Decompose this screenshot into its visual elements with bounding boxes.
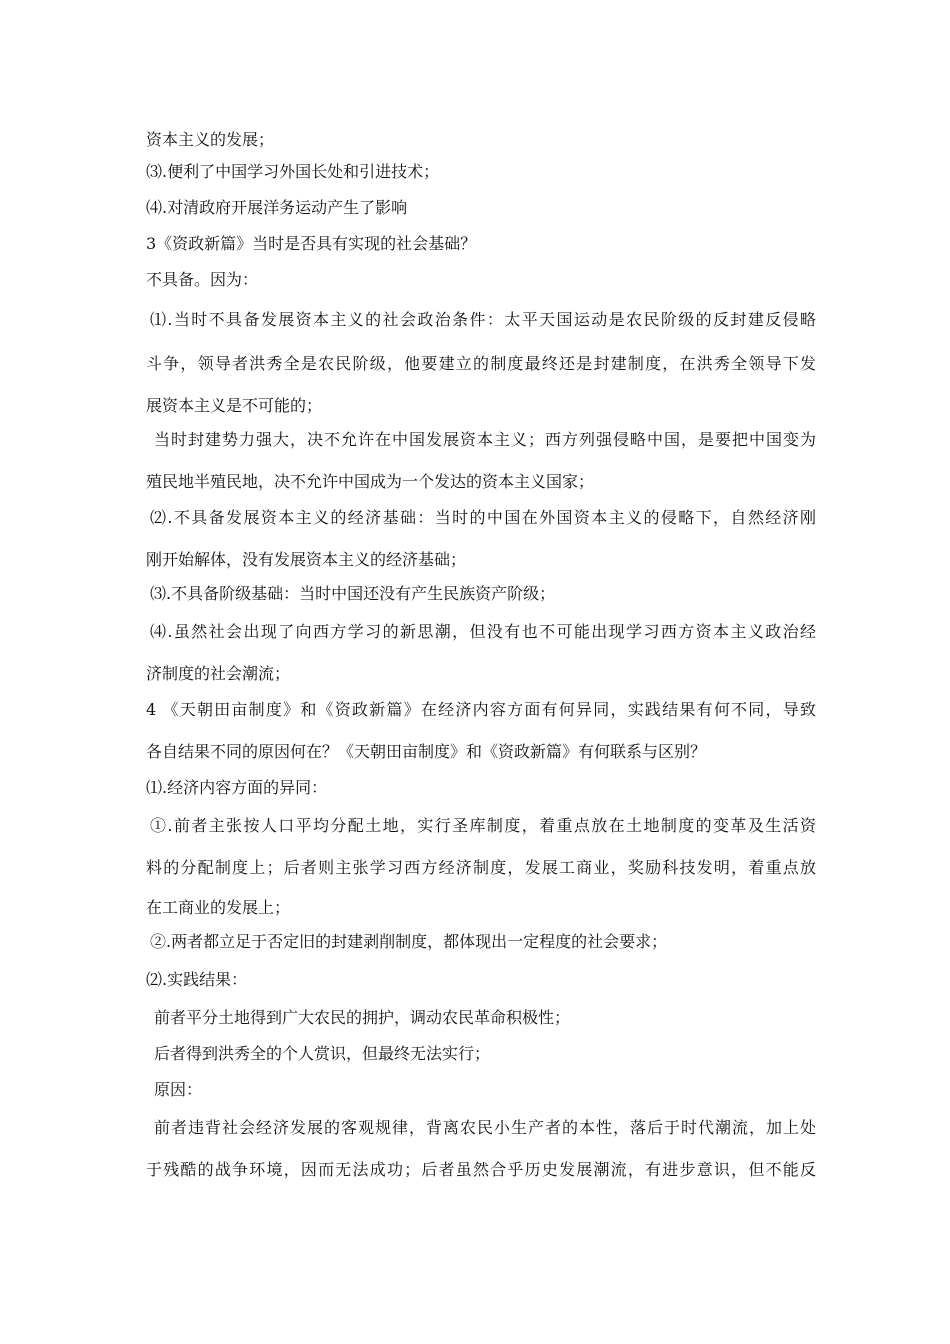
text-line: ⑵.不具备发展资本主义的经济基础：当时的中国在外国资本主义的侵略下，自然经济刚: [150, 508, 816, 527]
text-line: 当时封建势力强大，决不允许在中国发展资本主义；西方列强侵略中国，是要把中国变为: [154, 430, 816, 449]
question-heading: 3《资政新篇》当时是否具有实现的社会基础？: [146, 234, 477, 253]
text-line: ①.前者主张按人口平均分配土地，实行圣库制度，着重点放在土地制度的变革及生活资: [150, 816, 816, 835]
text-line: 前者违背社会经济发展的客观规律，背离农民小生产者的本性，落后于时代潮流，加上处: [154, 1118, 816, 1137]
text-line: 济制度的社会潮流；: [146, 664, 291, 683]
text-line: 展资本主义是不可能的；: [146, 396, 323, 415]
text-line: 资本主义的发展；: [146, 130, 275, 149]
text-line: 原因：: [154, 1080, 203, 1099]
text-line: ⑶.不具备阶级基础：当时中国还没有产生民族资产阶级；: [150, 584, 556, 603]
text-line: 不具备。因为：: [146, 270, 259, 289]
text-line: ⑷.虽然社会出现了向西方学习的新思潮，但没有也不可能出现学习西方资本主义政治经: [150, 622, 816, 641]
text-line: 后者得到洪秀全的个人赏识，但最终无法实行；: [154, 1044, 491, 1063]
question-heading: 4 《天朝田亩制度》和《资政新篇》在经济内容方面有何异同，实践结果有何不同，导致: [146, 700, 816, 719]
text-line: ⑴.当时不具备发展资本主义的社会政治条件：太平天国运动是农民阶级的反封建反侵略: [150, 310, 816, 329]
text-line: ⑵.实践结果：: [146, 970, 248, 989]
text-line: ⑶.便利了中国学习外国长处和引进技术；: [146, 162, 440, 181]
text-line: 前者平分土地得到广大农民的拥护，调动农民革命积极性；: [154, 1008, 571, 1027]
text-line: 斗争，领导者洪秀全是农民阶级，他要建立的制度最终还是封建制度，在洪秀全领导下发: [146, 354, 816, 373]
text-line: 刚开始解体，没有发展资本主义的经济基础；: [146, 550, 467, 569]
text-line: ⑴.经济内容方面的异同：: [146, 778, 328, 797]
text-line: ⑷.对清政府开展洋务运动产生了影响: [146, 198, 408, 217]
text-line: 料的分配制度上；后者则主张学习西方经济制度，发展工商业，奖励科技发明，着重点放: [146, 858, 816, 877]
text-line: 在工商业的发展上；: [146, 898, 291, 917]
text-line: 于残酷的战争环境，因而无法成功；后者虽然合乎历史发展潮流，有进步意识，但不能反: [146, 1160, 816, 1179]
text-line: ②.两者都立足于否定旧的封建剥削制度，都体现出一定程度的社会要求；: [150, 932, 668, 951]
question-heading: 各自结果不同的原因何在？《天朝田亩制度》和《资政新篇》有何联系与区别？: [146, 742, 707, 761]
text-line: 殖民地半殖民地，决不允许中国成为一个发达的资本主义国家；: [146, 472, 595, 491]
